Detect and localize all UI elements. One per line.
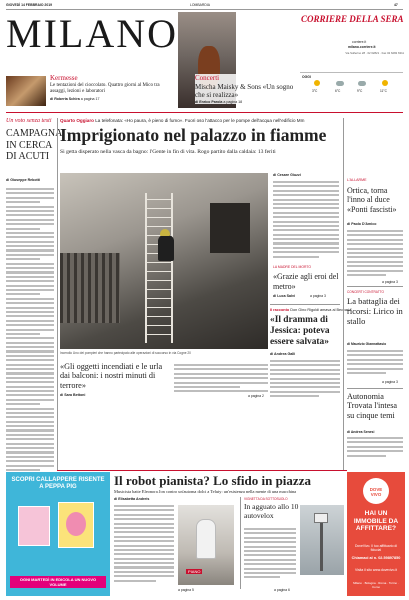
promo-kermesse[interactable] — [50, 74, 175, 101]
madre-page: a pagina 3 — [310, 294, 326, 298]
concerto-page: a pagina 3 — [382, 380, 398, 384]
main-overline — [60, 118, 340, 124]
sun-icon — [382, 80, 388, 86]
story2-headline[interactable]: «Il dramma di Jessica: poteva essere salvata» — [270, 315, 330, 347]
promo-byline — [195, 100, 300, 104]
left-headline[interactable]: CAMPAGNA IN CERCA DI ACUTI — [6, 128, 62, 162]
robot-photo — [178, 505, 234, 585]
quote-1-page: a pagina 2 — [248, 394, 264, 398]
autonomia-body — [347, 437, 403, 459]
balcony-graphic — [60, 253, 120, 323]
weather-temp: 9°C — [357, 89, 363, 93]
page-number: 47 — [394, 3, 398, 7]
promo-author: di Enrico Parola — [195, 100, 223, 104]
weather-title: OGGI — [302, 75, 311, 79]
quote-1-byline: di Sara Bettoni — [60, 393, 86, 397]
section-title: MILANO — [6, 11, 178, 56]
robot-subhead: Musicista batte Eleonora Jon contro un'automa dolci a Teluty: un'esistenza nella mente di una macchina — [114, 489, 297, 494]
dovevivo-sub: DoveVivo. Il tuo affittuario di fiducia! — [354, 544, 398, 553]
right-col-rule-2 — [347, 388, 403, 389]
madre-quote[interactable]: «Grazie agli eroi del metro» — [273, 272, 339, 291]
top-rule — [6, 9, 403, 10]
helmet-graphic — [160, 229, 170, 236]
weather-temp: 3°C — [312, 89, 318, 93]
fire-photo — [60, 173, 268, 349]
window-graphic — [210, 203, 250, 253]
peppa-book-1 — [18, 506, 50, 546]
site-link[interactable]: corriere.it — [352, 40, 367, 44]
madre-label: LA MADRE DEL MORTO — [273, 265, 311, 269]
left-body-text — [6, 188, 54, 478]
dovevivo-web: Visita il sito www.dovevivo.it — [355, 568, 397, 572]
speed-camera-graphic — [314, 513, 328, 523]
piano-stamp: PIANO — [188, 569, 201, 574]
robot-body-col1 — [114, 505, 174, 584]
dovevivo-cities: Milano · Bologna · Roma · Torino · Como — [353, 581, 399, 589]
ladder-graphic — [145, 193, 173, 343]
concerto-byline: di Maurizio Giannattasio — [347, 342, 387, 346]
dovevivo-logo-text: DOVE VIVO — [369, 487, 383, 497]
promo-photo-chocolate — [6, 76, 46, 106]
peppa-ad-title: SCOPRI CALLAPPERE RISENTE A PEPPA PIG — [11, 477, 105, 490]
allarme-headline[interactable]: Ortica, torna l'inno al duce «Ponti fascisti» — [347, 186, 397, 214]
promo-concerti[interactable] — [195, 74, 300, 104]
cloud-icon — [336, 81, 344, 86]
concerto-body — [347, 350, 403, 376]
newspaper-name: CORRIERE DELLA SERA — [301, 14, 404, 24]
concerto-label: CONCERTI CONTRATTO — [347, 290, 385, 294]
right-col-rule — [347, 286, 403, 287]
robot-byline: di Elisabetta Andreis — [114, 497, 150, 501]
dovevivo-phone: Chiamaci al n. 02.59897850 — [351, 556, 401, 560]
concerto-headline[interactable]: La battaglia dei ricorsi: Lirico in stallo — [347, 296, 403, 326]
quote-1-body — [174, 364, 268, 395]
main-headline[interactable]: Imprigionato nel palazzo in fiamme — [60, 125, 327, 145]
weather-temp: 6°C — [335, 89, 341, 93]
autonomia-headline[interactable]: Autonomia Trovata l'intesa su cinque temi — [347, 392, 398, 420]
weather-temp: 11°C — [380, 89, 387, 93]
metro-divider — [240, 497, 241, 589]
story2-kicker: Il racconto — [270, 308, 290, 312]
allarme-page: a pagina 3 — [382, 280, 398, 284]
robot-figure — [196, 519, 216, 559]
main-overline-text: La telefonata: «Ho paura, è pieno di fumo». Fuori oso l'attacco per le pompe dell'acqua nell'edificio Mm — [95, 118, 305, 123]
dovevivo-headline: HAI UN IMMOBILE DA AFFITTARE? — [353, 510, 399, 533]
metro-page: a pagina 6 — [274, 588, 290, 592]
main-right-byline: di Cesare Giuzzi — [273, 173, 301, 177]
metro-photo — [300, 505, 344, 575]
metro-label: VIGNETTA DA SOTTOSUOLO — [244, 497, 288, 501]
promo-page: a pagina 17 — [80, 97, 100, 101]
traffic-pole-graphic — [320, 515, 323, 571]
main-kicker: Quarto Oggiaro — [60, 118, 94, 123]
right-col-divider — [343, 118, 344, 470]
promo-text: Mischa Maisky & Sons «Un sogno che si realizza» — [195, 83, 294, 99]
promo-page: a pagina 18 — [223, 100, 243, 104]
story2-body — [270, 360, 340, 400]
left-kicker: Un voto senza testi — [6, 118, 52, 124]
masthead-label: LOMBARDIA — [190, 3, 210, 7]
promo-author: di Roberta Schira — [50, 97, 80, 101]
allarme-label: L'ALLARME — [347, 178, 367, 182]
bottom-section-rule — [57, 470, 347, 471]
metro-body — [244, 528, 296, 581]
autonomia-byline: di Andrea Senesi — [347, 430, 375, 434]
quote-1[interactable]: «Gli oggetti incendiati e le urla dai balconi: i nostri minuti di terrore» — [60, 362, 163, 390]
main-subhead: Si getta disperato nella vasca da bagno: l'Gente in fin di vita. Rogo partito dalla caldaia: 13 feriti — [60, 149, 276, 155]
cloud-icon — [358, 81, 366, 86]
site-link-2[interactable]: milano.corriere.it — [348, 45, 376, 49]
promo-kicker: Concerti — [195, 74, 220, 82]
peppa-ad-caption: OGNI MARTEDÌ IN EDICOLA UN NUOVO VOLUME — [10, 576, 106, 588]
peppa-character — [66, 512, 86, 536]
story-divider — [270, 304, 340, 305]
story2-byline: di Andrea Galli — [270, 352, 296, 356]
allarme-body — [347, 230, 403, 278]
robot-page: a pagina 5 — [178, 588, 194, 592]
promo-byline — [50, 97, 175, 101]
contacts: Via Solferino 28 · 02 62821 · Fax 02 6282 6311 — [345, 51, 404, 55]
dovevivo-ad[interactable] — [347, 472, 405, 596]
story2-overline — [270, 308, 352, 312]
story2-overline-text: Don Gino Rigoldi amava al Beccaria — [290, 308, 352, 312]
masthead-date: GIOVEDÌ 14 FEBBRAIO 2019 — [6, 3, 52, 7]
peppa-ad[interactable] — [6, 472, 110, 596]
weather-box — [300, 72, 403, 98]
sun-icon — [314, 80, 320, 86]
masthead-rule — [6, 112, 403, 113]
robot-headline[interactable]: Il robot pianista? Lo sfido in piazza — [114, 473, 311, 488]
metro-headline[interactable]: In agguato allo 10 autovelox — [244, 502, 299, 520]
allarme-byline: di Paolo D'Amico — [347, 222, 377, 226]
promo-text: Le tentazioni del cioccolato. Quattro giorni al Mico tra assaggi, lezioni e laboratori — [50, 83, 160, 94]
left-col-divider — [57, 118, 58, 470]
photo-caption: Incendio Uno dei pompieri che hanno partecipato alle operazioni di soccorso in via Cogne 20 — [60, 351, 191, 355]
firefighter-graphic — [158, 235, 174, 261]
madre-byline: di Luca Salvi — [273, 294, 295, 298]
main-right-body — [273, 181, 339, 260]
left-byline: di Giuseppe Rebotti — [6, 178, 40, 182]
promo-kicker: Kermesse — [50, 74, 78, 82]
